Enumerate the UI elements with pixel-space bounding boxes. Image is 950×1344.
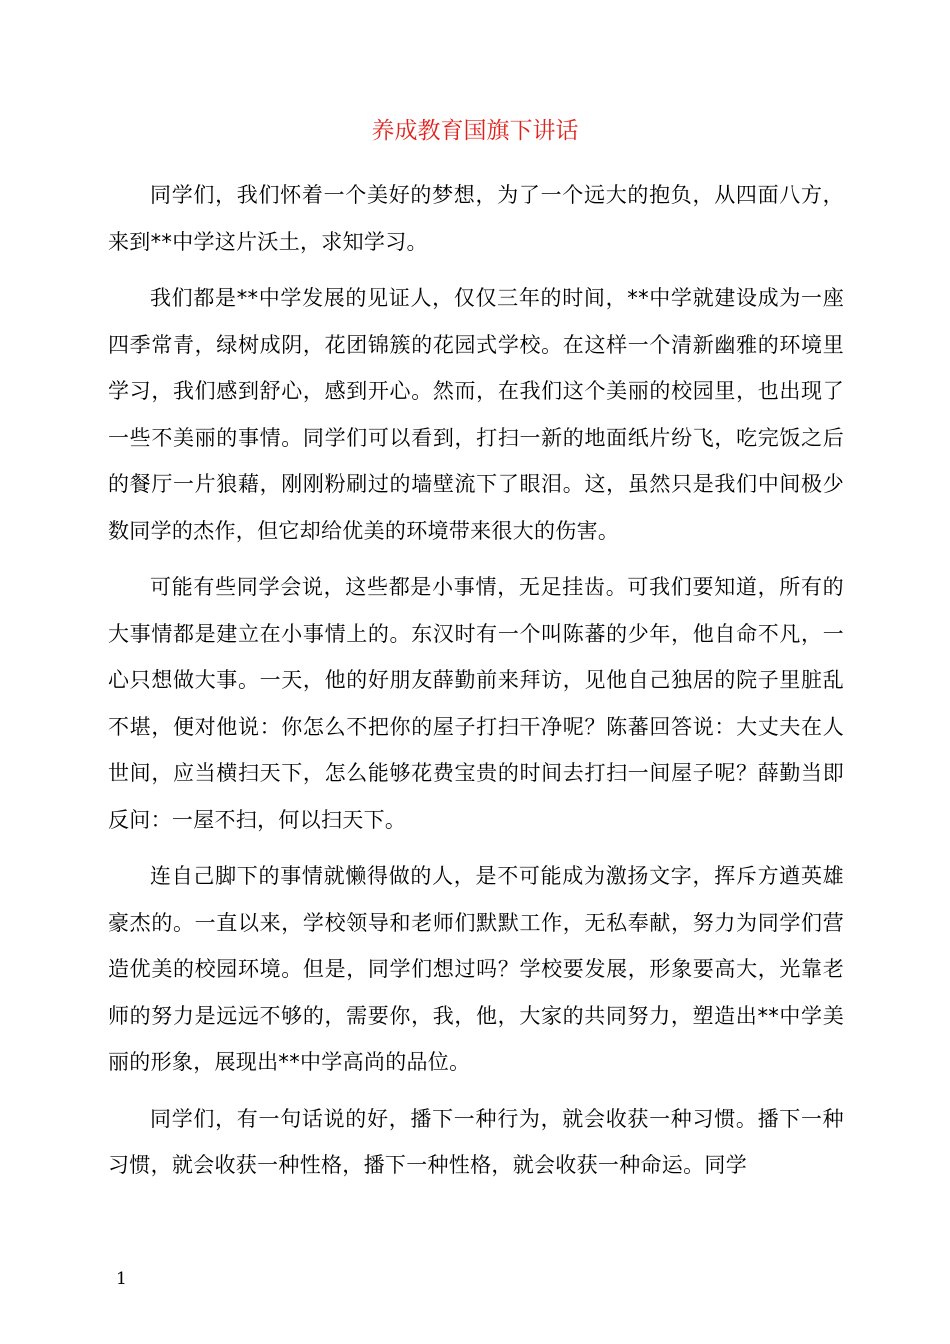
paragraph-5: 同学们，有一句话说的好，播下一种行为，就会收获一种习惯。播下一种习惯，就会收获一种性格，播下一种性格，就会收获一种命运。同学 <box>108 1106 844 1177</box>
paragraph-2: 我们都是**中学发展的见证人，仅仅三年的时间，**中学就建设成为一座四季常青，绿树成阴，花团锦簇的花园式学校。在这样一个清新幽雅的环境里学习，我们感到舒心，感到开心。然而，在我们这个美丽的校园里，也出现了一些不美丽的事情。同学们可以看到，打扫一新的地面纸片纷飞，吃完饭之后的餐厅一片狼藉，刚刚粉刷过的墙壁流下了眼泪。这，虽然只是我们中间极少数同学的杰作，但它却给优美的环境带来很大的伤害。 <box>108 286 844 543</box>
document-body <box>108 172 844 1199</box>
document-title: 养成教育国旗下讲话 <box>371 118 579 144</box>
paragraph-3: 可能有些同学会说，这些都是小事情，无足挂齿。可我们要知道，所有的大事情都是建立在小事情上的。东汉时有一个叫陈蕃的少年，他自命不凡，一心只想做大事。一天，他的好朋友薛勤前来拜访，见他自己独居的院子里脏乱不堪，便对他说：你怎么不把你的屋子打扫干净呢？陈蕃回答说：大丈夫在人世间，应当横扫天下，怎么能够花费宝贵的时间去打扫一间屋子呢？薛勤当即反问：一屋不扫，何以扫天下。 <box>108 575 844 832</box>
page-number: 1 <box>116 1269 127 1289</box>
paragraph-1: 同学们，我们怀着一个美好的梦想，为了一个远大的抱负，从四面八方，来到**中学这片沃土，求知学习。 <box>108 183 844 254</box>
paragraph-4: 连自己脚下的事情就懒得做的人，是不可能成为激扬文字，挥斥方遒英雄豪杰的。一直以来，学校领导和老师们默默工作，无私奉献，努力为同学们营造优美的校园环境。但是，同学们想过吗？学校要发展，形象要高大，光靠老师的努力是远远不够的，需要你，我，他，大家的共同努力，塑造出**中学美丽的形象，展现出**中学高尚的品位。 <box>108 864 844 1074</box>
